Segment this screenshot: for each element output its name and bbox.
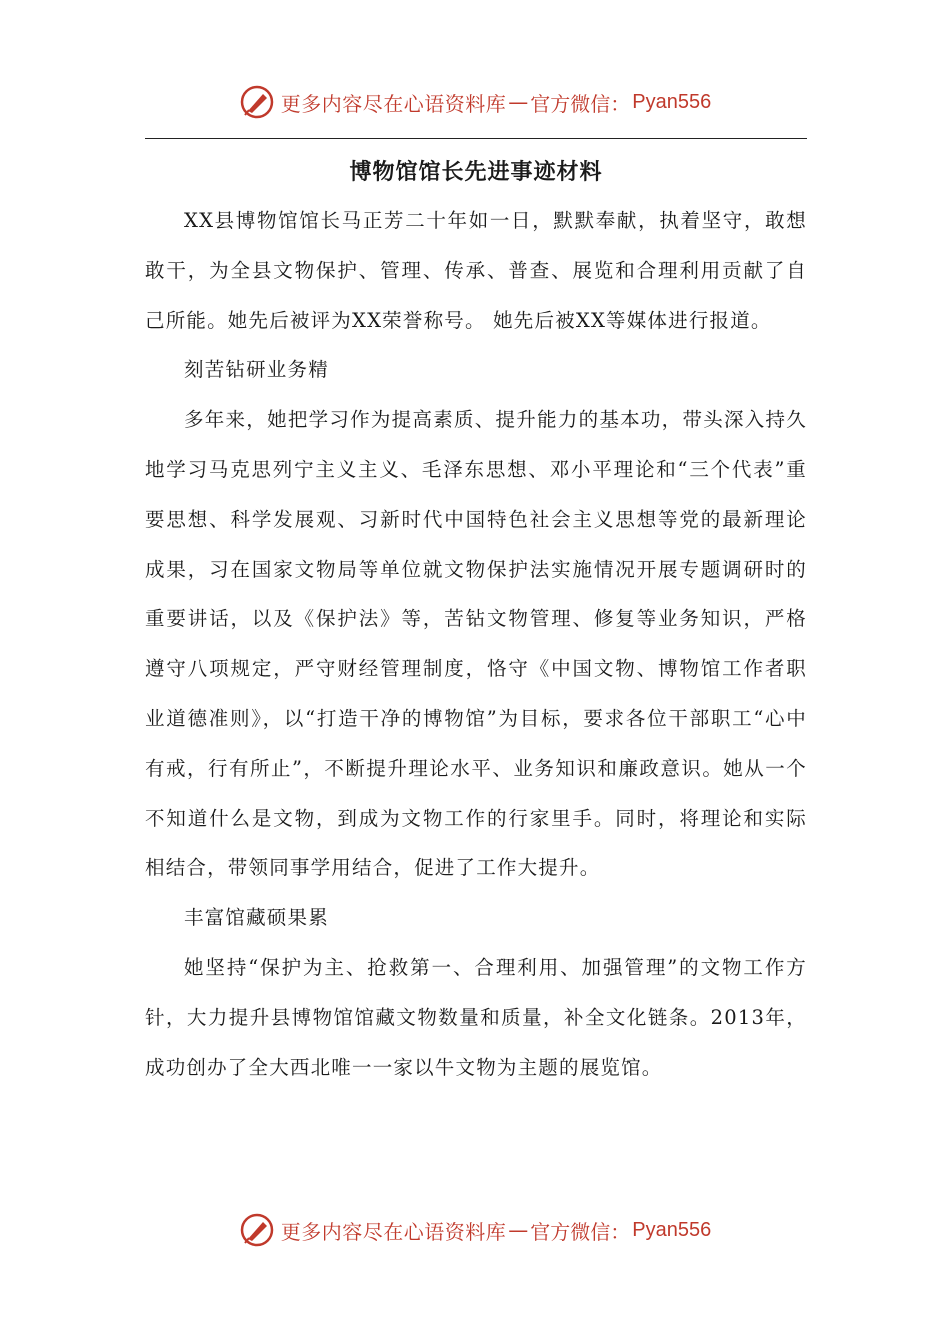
pen-nib-logo-icon xyxy=(239,1212,275,1248)
banner-site-name: 更多内容尽在心语资料库 xyxy=(280,1219,507,1244)
section-heading: 丰富馆藏硕果累 xyxy=(184,906,329,930)
body-paragraph: 她坚持“保护为主、抢救第一、合理利用、加强管理”的文物工作方针，大力提升县博物馆馆藏文物数量和质量，补全文化链条。2013年，成功创办了全大西北唯一一家以牛文物为主题的展览馆。 xyxy=(145,955,807,1079)
body-paragraph: 多年来，她把学习作为提高素质、提升能力的基本功，带头深入持久地学习马克思列宁主义主义、毛泽东思想、邓小平理论和“三个代表”重要思想、科学发展观、习新时代中国特色社会主义思想等党的最新理论成果，习在国家文物局等单位就文物保护法实施情况开展专题调研时的重要讲话，以及《保护法》等，苦钻文物管理、修复等业务知识，严格遵守八项规定，严守财经管理制度，恪守《中国文物、博物馆工作者职业道德准则》，以“打造干净的博物馆”为目标，要求各位干部职工“心中有戒，行有所止”，不断提升理论水平、业务知识和廉政意识。她从一个不知道什么是文物，到成为文物工作的行家里手。同时，将理论和实际相结合，带领同事学用结合，促进了工作大提升。 xyxy=(145,408,807,880)
banner-wechat-label: 官方微信： xyxy=(530,1219,631,1244)
document-body xyxy=(145,196,807,1092)
intro-paragraph: XX县博物馆馆长马正芳二十年如一日，默默奉献，执着坚守，敢想敢干，为全县文物保护、管理、传承、普查、展览和合理利用贡献了自己所能。她先后被评为XX荣誉称号。 她先后被XX等媒体进行报道。 xyxy=(145,209,807,332)
banner-wechat-id: Pyan556 xyxy=(632,1218,712,1241)
header-divider xyxy=(145,138,807,139)
banner-separator: — xyxy=(508,90,529,114)
section-heading: 刻苦钻研业务精 xyxy=(184,358,329,382)
banner-wechat-id: Pyan556 xyxy=(632,90,712,113)
footer-watermark-banner xyxy=(0,1208,950,1252)
header-watermark-banner xyxy=(0,80,950,124)
document-title: 博物馆馆长先进事迹材料 xyxy=(349,159,603,185)
pen-nib-logo-icon xyxy=(239,84,275,120)
banner-separator: — xyxy=(508,1218,529,1242)
banner-wechat-label: 官方微信： xyxy=(530,91,631,116)
banner-site-name: 更多内容尽在心语资料库 xyxy=(280,91,507,116)
